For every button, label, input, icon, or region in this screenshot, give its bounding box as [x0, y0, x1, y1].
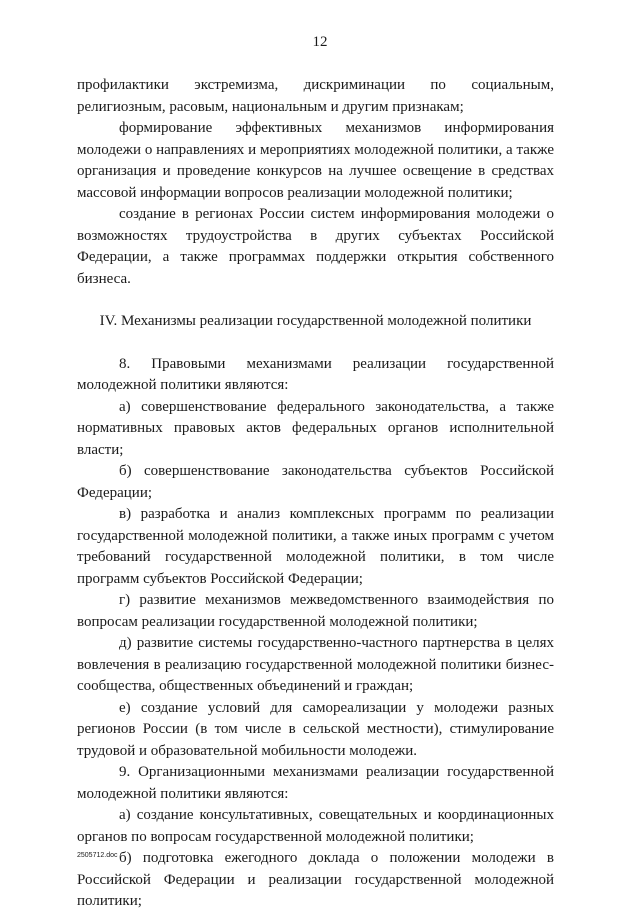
list-item: а) создание консультативных, совещательных и координационных органов по вопросам государственной молодежной политики;: [77, 807, 554, 845]
paragraph: создание в регионах России систем информирования молодежи о возможностях трудоустройства в других субъектах Российской Федерации, а также программах поддержки открытия собственного бизнеса.: [77, 206, 554, 287]
paragraph: формирование эффективных механизмов информирования молодежи о направлениях и мероприятиях молодежной политики, а также организация и проведение конкурсов на лучшее освещение в средствах массовой информации вопросов реализации молодежной политики;: [77, 120, 554, 201]
list-item: г) развитие механизмов межведомственного взаимодействия по вопросам реализации государственной молодежной политики;: [77, 592, 554, 630]
list-item: д) развитие системы государственно-частного партнерства в целях вовлечения в реализацию государственной молодежной политики бизнес-сообщества, общественных объединений и граждан;: [77, 635, 554, 694]
page-number: 12: [312, 34, 328, 50]
list-item: б) подготовка ежегодного доклада о положении молодежи в Российской Федерации и реализации государственной молодежной политики;: [77, 850, 554, 909]
paragraph: 9. Организационными механизмами реализации государственной молодежной политики являются:: [77, 764, 554, 802]
list-item: б) совершенствование законодательства субъектов Российской Федерации;: [77, 463, 554, 501]
list-item: е) создание условий для самореализации у молодежи разных регионов России (в том числе в сельской местности), стимулирование трудовой и образовательной мобильности молодежи.: [77, 699, 554, 759]
list-item: а) совершенствование федерального законодательства, а также нормативных правовых актов федеральных органов исполнительной власти;: [77, 398, 554, 458]
document-body: [77, 75, 554, 913]
paragraph-continuation: профилактики экстремизма, дискриминации по социальным, религиозным, расовым, национальным и другим признакам;: [77, 77, 554, 115]
list-item: в) разработка и анализ комплексных программ по реализации государственной молодежной политики, а также иных программ с учетом требований государственной молодежной политики, в том числе программ субъектов Российской Федерации;: [77, 506, 554, 587]
paragraph: 8. Правовыми механизмами реализации государственной молодежной политики являются:: [77, 355, 554, 393]
section-heading: IV. Механизмы реализации государственной молодежной политики: [99, 313, 532, 329]
file-name-footer: 2505712.doc: [77, 852, 118, 859]
